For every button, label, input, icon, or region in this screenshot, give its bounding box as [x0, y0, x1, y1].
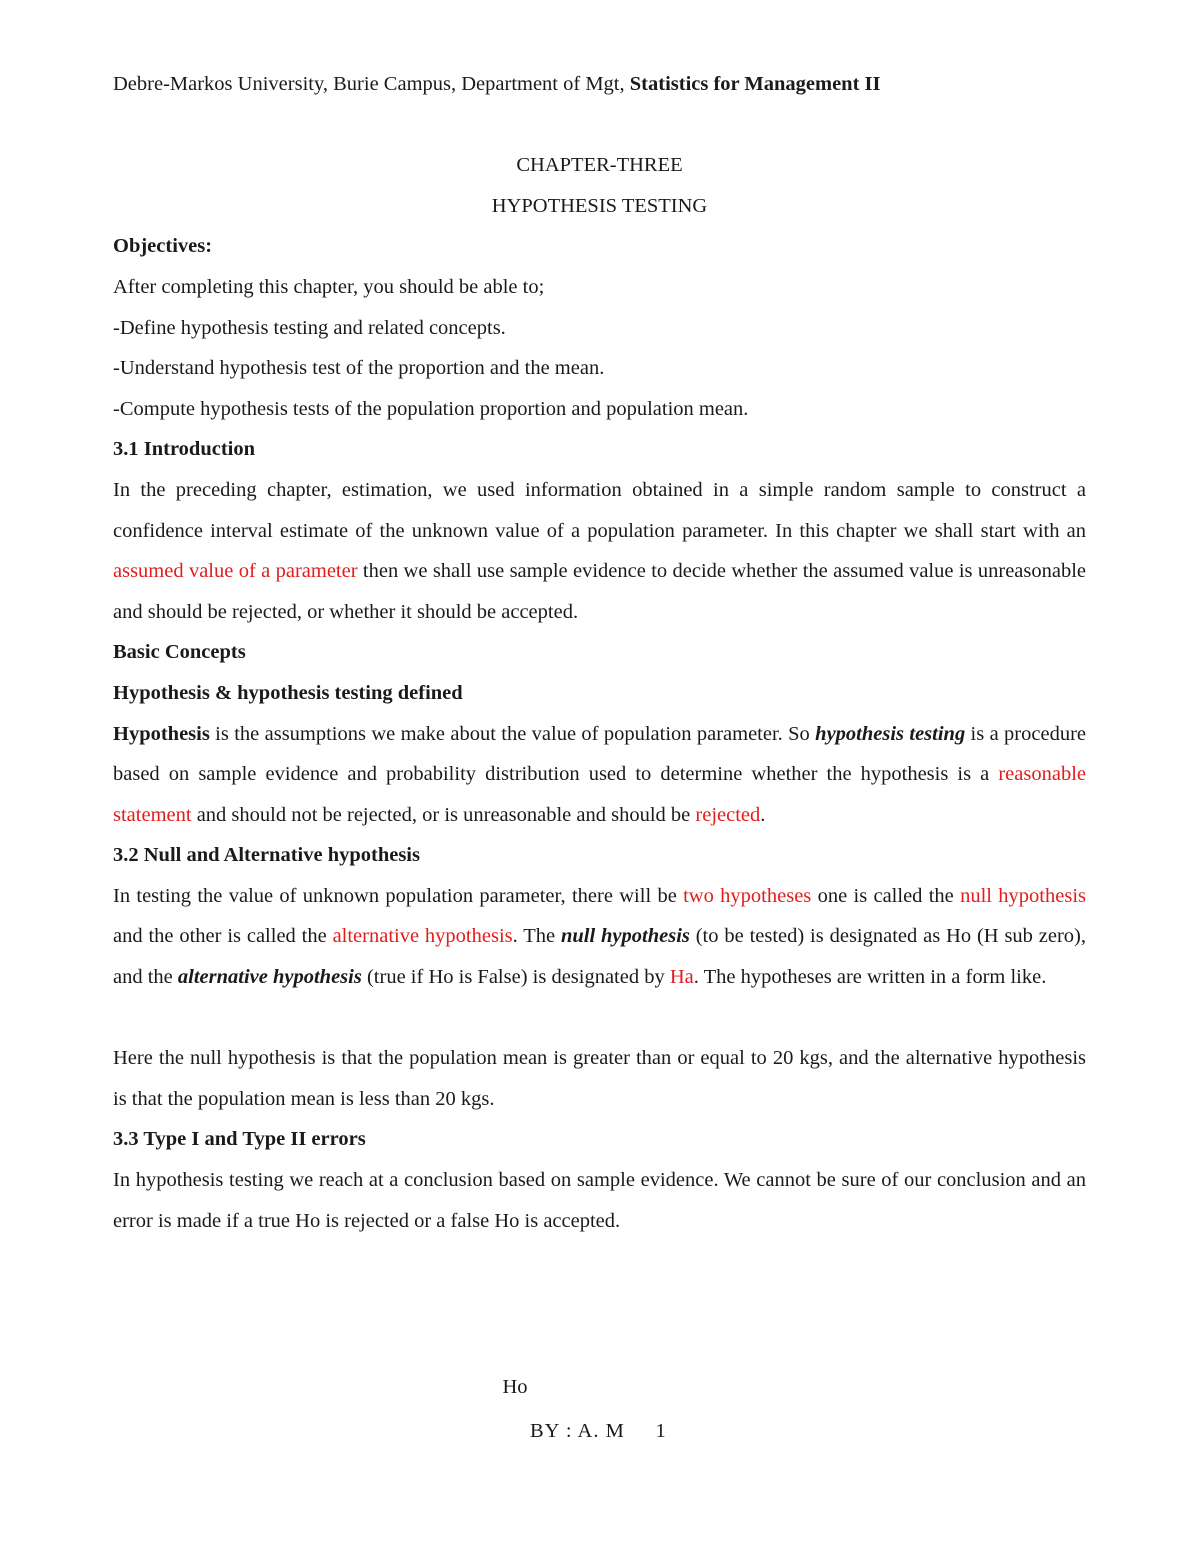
term-hypothesis: Hypothesis — [113, 722, 210, 745]
text-run: . The hypotheses are written in a form like. — [693, 966, 1047, 989]
objective-item: -Understand hypothesis test of the proportion and the mean. — [113, 357, 605, 380]
section-heading-introduction: 3.1 Introduction — [113, 438, 256, 461]
text-run: . The — [512, 925, 561, 948]
text-run: one is called the — [811, 884, 961, 907]
section-heading-errors: 3.3 Type I and Type II errors — [113, 1128, 366, 1151]
section-heading-basic-concepts: Basic Concepts — [113, 641, 246, 664]
text-run: and the other is called the — [113, 925, 333, 948]
text-run: (to be tested) is designated as Ho (H sub zero), and the — [113, 925, 1086, 989]
objectives-heading: Objectives: — [113, 235, 213, 258]
highlight-text: two hypotheses — [683, 884, 812, 907]
text-run: . — [760, 803, 766, 826]
header-course: Statistics for Management II — [629, 73, 881, 95]
errors-paragraph: In hypothesis testing we reach at a conclusion based on sample evidence. We cannot be sure of our conclusion and an error is made if a true Ho is rejected or a false Ho is accepted. — [113, 1169, 1086, 1232]
highlight-text: alternative hypothesis — [332, 925, 513, 948]
text-run: then we shall use sample evidence to decide whether the assumed value is unreasonable and should be rejected, or whether it should be accepted. — [113, 560, 1087, 623]
text-run: and should not be rejected, or is unreasonable and should be — [191, 803, 696, 826]
highlight-text: null hypothesis — [960, 884, 1086, 907]
term-null-hypothesis: null hypothesis — [560, 925, 690, 948]
document-page — [113, 64, 1086, 1241]
text-run: is the assumptions we make about the value of population parameter. So — [209, 722, 816, 745]
objectives-intro: After completing this chapter, you should be able to; — [113, 275, 545, 298]
objective-item: -Compute hypothesis tests of the population proportion and population mean. — [113, 397, 749, 420]
highlight-text: reasonable statement — [113, 763, 1086, 826]
subheading-hypothesis-defined: Hypothesis & hypothesis testing defined — [113, 681, 463, 704]
highlight-text: rejected — [695, 803, 761, 826]
term-hypothesis-testing: hypothesis testing — [815, 722, 966, 745]
introduction-paragraph — [113, 470, 1086, 632]
null-hypothesis-example-paragraph: Here the null hypothesis is that the population mean is greater than or equal to 20 kgs, and the alternative hypothesis is that the population mean is less than 20 kgs. — [113, 1047, 1086, 1110]
section-heading-null-alternative: 3.2 Null and Alternative hypothesis — [113, 844, 420, 867]
highlight-text: assumed value of a parameter — [113, 560, 358, 583]
text-run: is a procedure based on sample evidence and probability distribution used to determine whether the hypothesis is a — [113, 722, 1086, 786]
chapter-label: CHAPTER-THREE — [516, 154, 683, 177]
footer-ho-label: Ho — [502, 1376, 528, 1398]
text-run: In the preceding chapter, estimation, we used information obtained in a simple random sample to construct a confidence interval estimate of the unknown value of a population parameter. In this chapter we shall start with an — [113, 478, 1086, 542]
hypothesis-definition-paragraph — [113, 714, 1086, 836]
text-run: In testing the value of unknown population parameter, there will be — [113, 884, 684, 907]
chapter-title: HYPOTHESIS TESTING — [491, 194, 708, 217]
null-alternative-paragraph — [113, 876, 1086, 998]
page-header — [113, 64, 1086, 105]
highlight-text: Ha — [669, 966, 694, 989]
header-institution: Debre-Markos University, Burie Campus, Department of Mgt, — [113, 73, 630, 95]
page-footer: BY : A. M 1 — [530, 1420, 667, 1442]
text-run: (true if Ho is False) is designated by — [361, 966, 670, 989]
term-alternative-hypothesis: alternative hypothesis — [177, 966, 362, 989]
objective-item: -Define hypothesis testing and related concepts. — [113, 316, 506, 339]
